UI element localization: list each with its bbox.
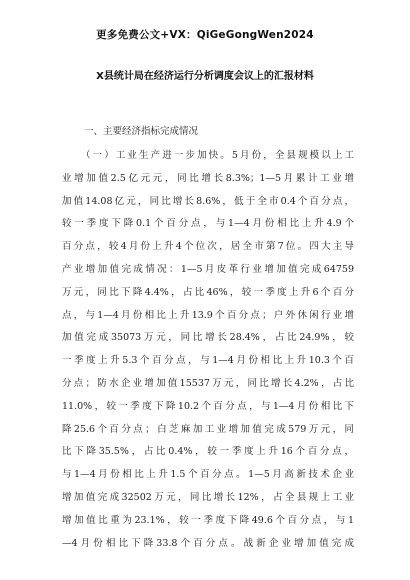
body-paragraph: [62, 145, 354, 555]
paragraph-line: 点，与1—4月份相比上升13.9个百分点；户外休闲行业增: [62, 309, 354, 321]
document-title: X县统计局在经济运行分析调度会议上的汇报材料: [96, 71, 314, 82]
paragraph-line: 百分点，较4月份上升4个位次，居全市第7位。四大主导: [62, 241, 354, 253]
paragraph-line: （一）工业生产进一步加快。5月份，全县规模以上工: [81, 150, 354, 161]
paragraph-line: 万元，同比下降4.4%，占比46%，较一季度上升6个百分: [62, 286, 354, 298]
paragraph-line: 分点；防水企业增加值15537万元，同比增长4.2%，占比: [62, 377, 354, 389]
paragraph-line: 11.0%，较一季度下降10.2个百分点，与1—4月份相比下: [62, 400, 354, 412]
paragraph-line: 较一季度下降0.1个百分点，与1—4月份相比上升4.9个: [62, 218, 354, 230]
section-heading: 一、主要经济指标完成情况: [84, 126, 199, 137]
paragraph-line: 加值14.08亿元，同比增长8.6%，低于全市0.4个百分点，: [62, 195, 354, 207]
paragraph-line: 增加值完成32502万元，同比增长12%，占全县规上工业: [62, 491, 354, 503]
paragraph-line: 降25.6个百分点；白芝麻加工业增加值完成579万元，同: [62, 423, 354, 435]
paragraph-line: 加值完成35073万元，同比增长28.4%，占比24.9%，较: [62, 332, 354, 344]
paragraph-line: 比下降35.5%，占比0.4%，较一季度上升16个百分点，: [62, 446, 354, 458]
watermark-header: 更多免费公文+VX：QiGeGongWen2024: [96, 29, 314, 41]
paragraph-line: 一季度上升5.3个百分点，与1—4月份相比上升10.3个百: [62, 355, 354, 367]
paragraph-line: 与1—4月份相比上升1.5个百分点。1—5月高新技术企业: [62, 469, 354, 481]
paragraph-line: 产业增加值完成情况：1—5月皮革行业增加值完成64759: [62, 263, 354, 275]
paragraph-line: —4月份相比下降33.8个百分点。战新企业增加值完成: [62, 537, 354, 549]
paragraph-line: 增加值比重为23.1%，较一季度下降49.6个百分点，与1: [62, 514, 354, 526]
paragraph-line: 业增加值2.5亿元元，同比增长8.3%；1—5月累计工业增: [62, 172, 354, 184]
